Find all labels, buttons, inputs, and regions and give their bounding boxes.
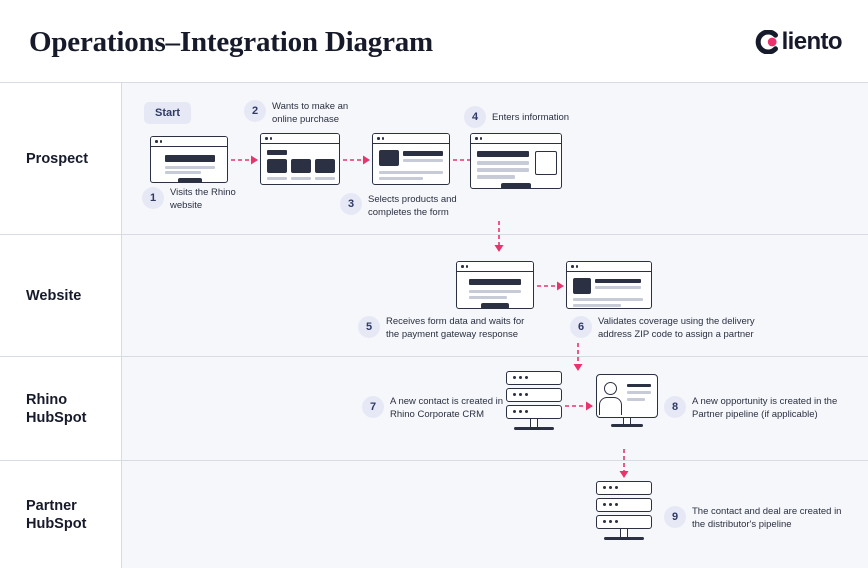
arrow-8-to-9 (617, 449, 631, 485)
arrow-6-to-7 (571, 343, 585, 377)
step-badge-2: 2 (244, 100, 266, 122)
browser-titlebar (471, 134, 561, 144)
browser-titlebar (373, 134, 449, 144)
browser-titlebar (261, 134, 339, 144)
swimlane-label-line1: Partner (26, 497, 77, 514)
step-text-3: Selects products and completes the form (368, 194, 457, 218)
step-text-1: Visits the Rhino website (170, 187, 236, 211)
step-text-4: Enters information (492, 112, 570, 123)
step-badge-1: 1 (142, 187, 164, 209)
browser-titlebar (151, 137, 227, 147)
step-badge-9: 9 (664, 506, 686, 528)
browser-titlebar (457, 262, 533, 272)
brand-logo-text: liento (781, 28, 842, 55)
step-text-9: The contact and deal are created in the distributor's pipeline (692, 506, 842, 530)
step-badge-4: 4 (464, 106, 486, 128)
swimlane-label-cell-prospect (0, 83, 122, 234)
monitor-icon-rhino (596, 374, 658, 430)
swimlane-body-prospect (122, 83, 868, 234)
swimlane-body-website (122, 235, 868, 356)
browser-mock-2 (260, 133, 340, 185)
arrow-7-to-8 (564, 399, 596, 413)
swimlane-label-rhino-hubspot (26, 390, 116, 426)
swimlane-website (0, 235, 868, 357)
start-pill: Start (144, 102, 191, 124)
step-text-8: A new opportunity is created in the Partner pipeline (if applicable) (692, 396, 838, 420)
browser-mock-3 (372, 133, 450, 185)
step-text-6: Validates coverage using the delivery address ZIP code to assign a partner (598, 316, 755, 340)
server-icon-rhino (506, 371, 562, 433)
swimlane-label-line2: HubSpot (26, 409, 87, 426)
swimlane-body-rhino-hubspot (122, 357, 868, 460)
swimlane-label-website: Website (26, 287, 82, 304)
swimlane-rhino-hubspot (0, 357, 868, 461)
step-text-2: Wants to make an online purchase (272, 101, 349, 125)
swimlane-label-partner-hubspot (26, 496, 116, 532)
swimlane-label-prospect: Prospect (26, 150, 89, 167)
arrow-4-to-5 (492, 221, 506, 259)
server-icon-partner (596, 481, 652, 543)
swimlane-label-line2: HubSpot (26, 515, 87, 532)
brand-logo (755, 28, 842, 56)
browser-mock-5 (456, 261, 534, 309)
step-badge-5: 5 (358, 316, 380, 338)
swimlane-partner-hubspot (0, 461, 868, 568)
swimlane-label-cell-rhino-hubspot (0, 357, 122, 460)
swimlane-label-cell-website (0, 235, 122, 356)
arrow-5-to-6 (536, 279, 566, 293)
cliento-c-mark-icon (755, 30, 779, 54)
swimlane-label-cell-partner-hubspot (0, 461, 122, 568)
step-badge-7: 7 (362, 396, 384, 418)
browser-mock-1 (150, 136, 228, 183)
step-badge-8: 8 (664, 396, 686, 418)
swimlane-label-line1: Rhino (26, 391, 68, 408)
arrow-1-to-2 (230, 153, 260, 167)
step-text-5: Receives form data and waits for the payment gateway response (386, 316, 525, 340)
header (0, 0, 868, 83)
step-text-7: A new contact is created in Rhino Corporate CRM (390, 396, 504, 420)
page-title: Operations–Integration Diagram (29, 26, 433, 58)
browser-titlebar (567, 262, 651, 272)
browser-mock-4 (470, 133, 562, 189)
step-badge-3: 3 (340, 193, 362, 215)
swimlane-prospect (0, 83, 868, 235)
step-badge-6: 6 (570, 316, 592, 338)
browser-mock-6 (566, 261, 652, 309)
arrow-2-to-3 (342, 153, 372, 167)
swimlane-body-partner-hubspot (122, 461, 868, 568)
